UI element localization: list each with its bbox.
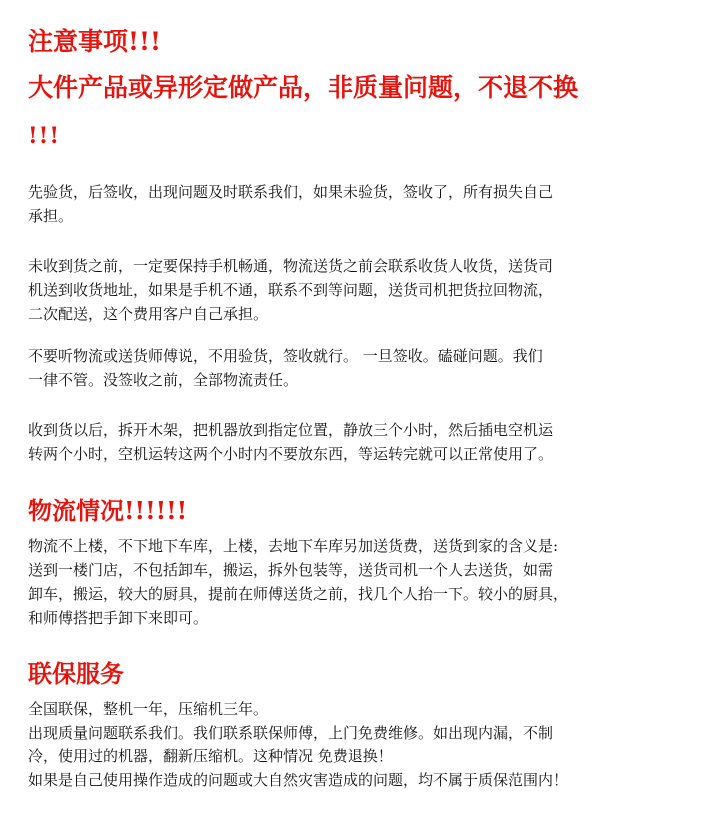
warranty-title: 联保服务 xyxy=(28,659,124,688)
warranty-paragraph xyxy=(28,698,678,792)
paragraph-line: 物流不上楼，不下地下车库，上楼，去地下车库另加送货费，送货到家的含义是: xyxy=(28,537,559,555)
paragraph-line: 先验货，后签收，出现问题及时联系我们，如果未验货，签收了，所有损失自己 xyxy=(28,183,554,201)
paragraph-line: 卸车，搬运，较大的厨具，提前在师傅送货之前，找几个人抬一下。较小的厨具， xyxy=(28,585,569,603)
paragraph-line: 如果是自己使用操作造成的问题或大自然灾害造成的问题，均不属于质保范围内！ xyxy=(28,770,569,789)
before-receipt-paragraph xyxy=(28,254,678,326)
paragraph-line: 承担。 xyxy=(28,207,74,225)
after-receipt-paragraph xyxy=(28,418,678,466)
logistics-paragraph xyxy=(28,534,678,630)
paragraph-line: 和师傅搭把手卸下来即可。 xyxy=(28,609,209,627)
paragraph-line: 全国联保，整机一年，压缩机三年。 xyxy=(28,700,269,718)
paragraph-line: 二次配送，这个费用客户自己承担。 xyxy=(28,305,269,323)
paragraph-line: 机送到收货地址，如果是手机不通，联系不到等问题，送货司机把货拉回物流， xyxy=(28,281,554,299)
notice-title: 注意事项!!! xyxy=(28,27,161,56)
paragraph-line: 一律不管。没签收之前，全部物流责任。 xyxy=(28,371,299,389)
inspection-paragraph xyxy=(28,180,678,228)
no-listen-paragraph xyxy=(28,344,678,392)
paragraph-line: 不要听物流或送货师傅说，不用验货，签收就行。 一旦签收。磕碰问题。我们 xyxy=(28,347,543,365)
paragraph-line: 收到货以后，拆开木架，把机器放到指定位置，静放三个小时，然后插电空机运 xyxy=(28,421,554,439)
paragraph-line: 送到一楼门店，不包括卸车，搬运，拆外包装等，送货司机一个人去送货，如需 xyxy=(28,561,554,579)
paragraph-line: 出现质量问题联系我们。我们联系联保师傅，上门免费维修。如出现内漏，不制 xyxy=(28,723,554,742)
paragraph-line: 转两个小时，空机运转这两个小时内不要放东西，等运转完就可以正常使用了。 xyxy=(28,445,554,463)
paragraph-line: 未收到货之前，一定要保持手机畅通，物流送货之前会联系收货人收货，送货司 xyxy=(28,257,554,275)
logistics-title: 物流情况!!!!!! xyxy=(28,496,188,525)
no-return-warning: 大件产品或异形定做产品，非质量问题，不退不换 xyxy=(28,73,579,102)
no-return-warning-exclamation: !!! xyxy=(28,123,60,149)
paragraph-line: 冷，使用过的机器，翻新压缩机。这种情况 免费退换！ xyxy=(28,747,393,765)
